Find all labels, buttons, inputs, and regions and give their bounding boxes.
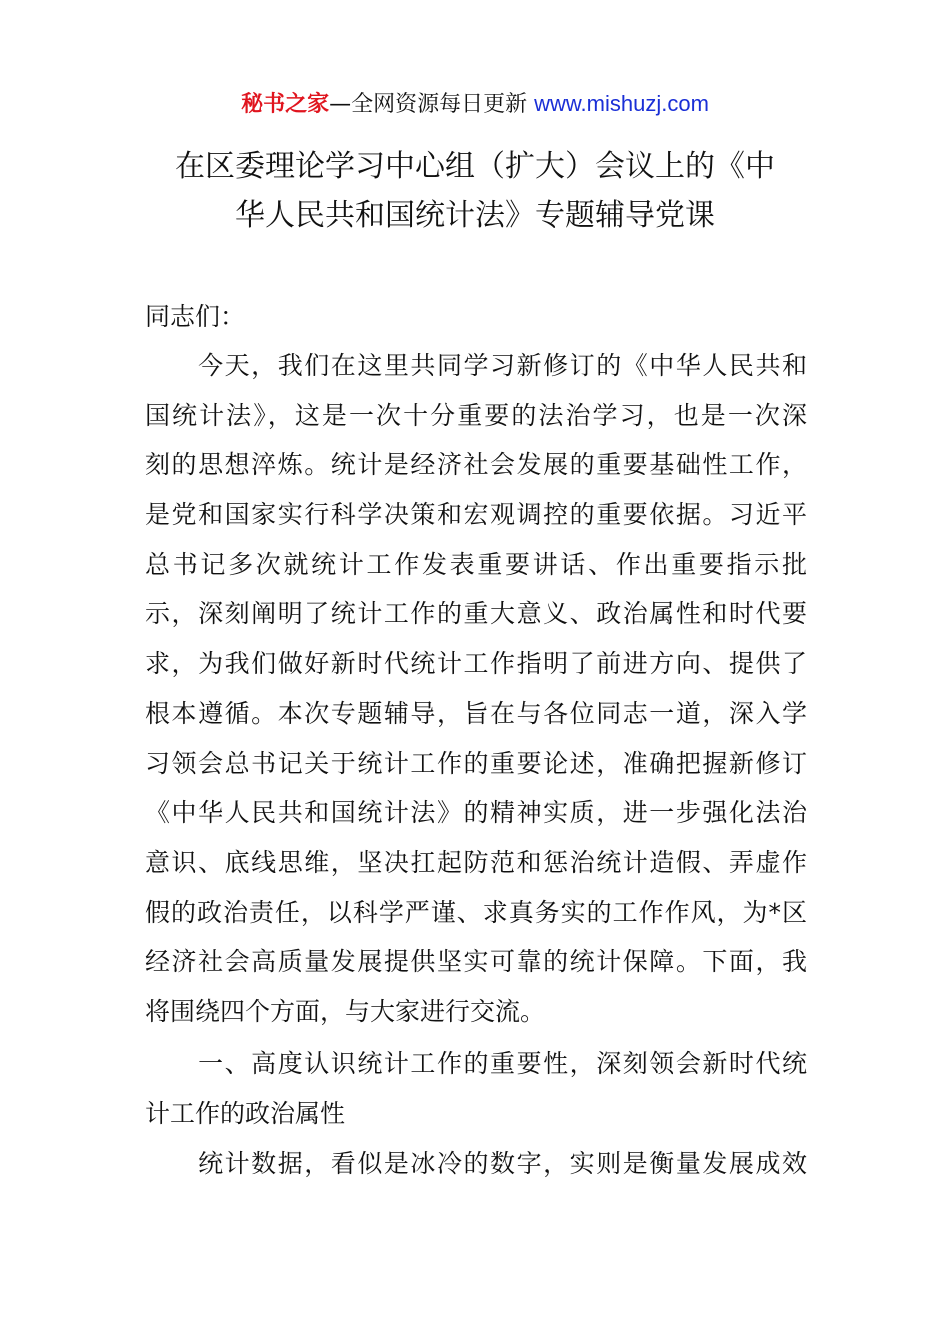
site-header — [0, 88, 950, 121]
heading-line: 一、高度认识统计工作的重要性，深刻领会新时代统 — [145, 1049, 807, 1078]
title-line-1: 在区委理论学习中心组（扩大）会议上的《中 — [175, 149, 775, 184]
site-brand: 秘书之家 — [241, 92, 330, 117]
paragraph-line: 求，为我们做好新时代统计工作指明了前进方向、提供了 — [145, 649, 807, 679]
paragraph-line: 经济社会高质量发展提供坚实可靠的统计保障。下面，我 — [145, 947, 807, 977]
paragraph-line: 意识、底线思维，坚决扛起防范和惩治统计造假、弄虚作 — [145, 847, 807, 877]
title-line-2: 华人民共和国统计法》专题辅导党课 — [235, 198, 715, 233]
heading-line: 计工作的政治属性 — [145, 1098, 346, 1128]
paragraph-line: 假的政治责任，以科学严谨、求真务实的工作作风，为*区 — [145, 897, 807, 927]
paragraph-line: 习领会总书记关于统计工作的重要论述，准确把握新修订 — [145, 748, 807, 778]
paragraph-line: 《中华人民共和国统计法》的精神实质，进一步强化法治 — [145, 798, 807, 828]
salutation: 同志们： — [145, 302, 246, 331]
paragraph-line: 根本遵循。本次专题辅导，旨在与各位同志一道，深入学 — [145, 698, 807, 728]
paragraph-intro — [145, 341, 807, 1037]
paragraph-line: 国统计法》，这是一次十分重要的法治学习，也是一次深 — [145, 400, 807, 430]
paragraph-line: 刻的思想淬炼。统计是经济社会发展的重要基础性工作， — [145, 450, 807, 480]
paragraph-line: 将围绕四个方面，与大家进行交流。 — [145, 996, 546, 1026]
paragraph-line: 今天，我们在这里共同学习新修订的《中华人民共和 — [145, 351, 807, 380]
section-heading-1 — [145, 1039, 807, 1138]
paragraph-line: 总书记多次就统计工作发表重要讲话、作出重要指示批 — [145, 549, 807, 579]
site-url-link[interactable]: www.mishuzj.com — [534, 91, 709, 116]
paragraph-line: 统计数据，看似是冰冷的数字，实则是衡量发展成效 — [145, 1149, 807, 1178]
site-slogan: —全网资源每日更新 — [329, 92, 535, 117]
paragraph-line: 示，深刻阐明了统计工作的重大意义、政治属性和时代要 — [145, 599, 807, 629]
paragraph-line: 是党和国家实行科学决策和宏观调控的重要依据。习近平 — [145, 500, 807, 530]
document-title — [150, 142, 800, 240]
paragraph-section-1 — [145, 1139, 807, 1189]
